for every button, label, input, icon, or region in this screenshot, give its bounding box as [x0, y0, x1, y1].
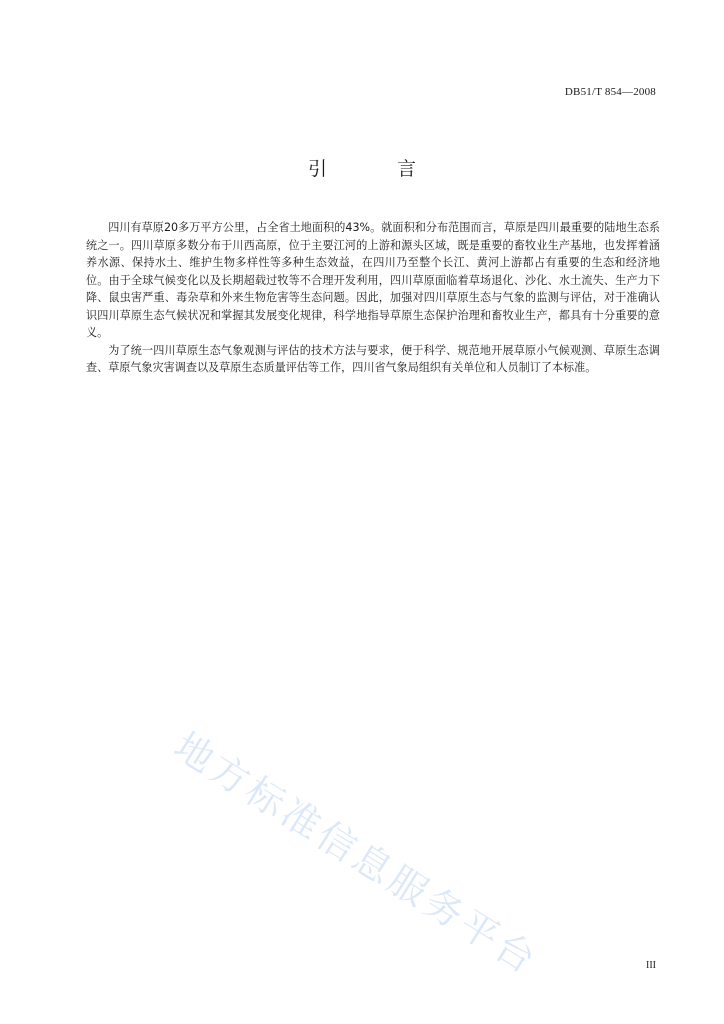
page-number: III [646, 960, 656, 971]
standard-code: DB51/T 854—2008 [564, 86, 656, 98]
paragraph: 为了统一四川草原生态气象观测与评估的技术方法与要求，便于科学、规范地开展草原小气候观测、草原生态调查、草原气象灾害调查以及草原生态质量评估等工作，四川省气象局组织有关单位和人员制订了本标准。 [86, 343, 660, 374]
paragraph: 四川有草原20多万平方公里，占全省土地面积的43%。就面积和分布范围而言，草原是四川最重要的陆地生态系统之一。四川草原多数分布于川西高原，位于主要江河的上游和源头区域，既是重要的畜牧业生产基地，也发挥着涵养水源、保持水土、维护生物多样性等多种生态效益，在四川乃至整个长江、黄河上游都占有重要的生态和经济地位。由于全球气候变化以及长期超载过牧等不合理开发利用，四川草原面临着草场退化、沙化、水土流失、生产力下降、鼠虫害严重、毒杂草和外来生物危害等生态问题。因此，加强对四川草原生态与气象的监测与评估，对于准确认识四川草原生态气候状况和掌握其发展变化规律，科学地指导草原生态保护治理和畜牧业生产，都具有十分重要的意义。 [86, 221, 660, 339]
introduction-body [86, 219, 660, 377]
watermark: 地方标准信息服务平台 [166, 723, 546, 984]
page-title: 引 言 [307, 158, 449, 180]
